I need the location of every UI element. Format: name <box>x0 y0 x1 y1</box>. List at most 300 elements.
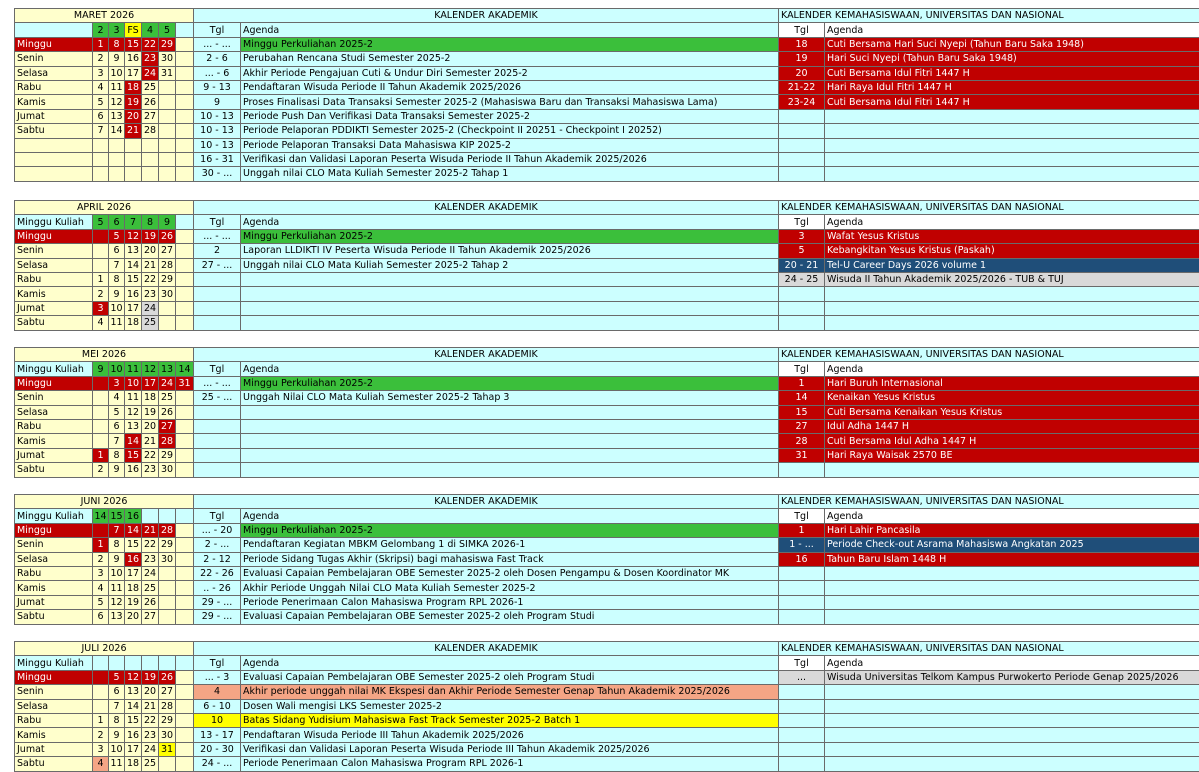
date-cell <box>159 316 176 330</box>
date-cell: 1 <box>93 37 109 51</box>
date-cell: 9 <box>109 52 125 66</box>
week-number-cell: 16 <box>125 509 142 523</box>
academic-agenda-row <box>194 391 779 405</box>
student-affairs-row <box>779 713 1199 727</box>
student-affairs-title: KALENDER KEMAHASISWAAN, UNIVERSITAS DAN NASIONAL <box>779 642 1199 656</box>
agenda-date: 10 - 13 <box>194 138 241 152</box>
date-cell: 7 <box>109 258 125 272</box>
date-cell: 25 <box>159 391 176 405</box>
date-cell: 31 <box>159 742 176 756</box>
date-cell: 22 <box>142 272 159 286</box>
agenda-text: Evaluasi Capaian Pembelajaran OBE Semester 2025-2 oleh Dosen Pengampu & Dosen Koordinator MK <box>241 566 779 580</box>
event-text: Cuti Bersama Idul Fitri 1447 H <box>825 66 1199 80</box>
agenda-text: Unggah nilai CLO Mata Kuliah Semester 2025-2 Tahap 2 <box>241 258 779 272</box>
event-text <box>825 109 1199 123</box>
day-row <box>15 685 194 699</box>
date-cell: 6 <box>109 244 125 258</box>
date-cell: 10 <box>110 67 123 79</box>
student-affairs-row <box>779 391 1199 405</box>
date-cell: 27 <box>142 610 159 624</box>
academic-agenda-row <box>194 37 779 51</box>
event-date <box>779 685 825 699</box>
academic-agenda-row <box>194 757 779 771</box>
date-cell: 30 <box>159 463 176 477</box>
event-text <box>825 152 1199 166</box>
week-number-cell <box>159 509 176 523</box>
agenda-column-header: Agenda <box>241 656 779 670</box>
date-cell: 28 <box>159 434 176 448</box>
student-affairs-row <box>779 66 1199 80</box>
academic-agenda-row <box>194 448 779 462</box>
agenda-text: Periode Sidang Tugas Akhir (Skripsi) bagi mahasiswa Fast Track <box>241 552 779 566</box>
event-date: 5 <box>779 244 825 258</box>
academic-agenda-row <box>194 66 779 80</box>
date-cell <box>93 405 109 419</box>
date-cell <box>109 138 125 152</box>
month-calendar <box>14 347 194 478</box>
academic-header-row <box>194 23 779 37</box>
day-label <box>15 152 93 166</box>
date-cell: 1 <box>93 448 109 462</box>
event-date <box>779 152 825 166</box>
date-cell <box>125 138 142 152</box>
day-row <box>15 52 194 66</box>
month-title-row <box>15 201 194 215</box>
day-row <box>15 463 194 477</box>
event-date <box>779 581 825 595</box>
student-affairs-header-row <box>779 509 1199 523</box>
week-number-cell: 15 <box>110 510 123 522</box>
day-row <box>15 566 194 580</box>
agenda-text: Periode Penerimaan Calon Mahasiswa Program RPL 2026-1 <box>241 595 779 609</box>
date-cell: 23 <box>142 728 159 742</box>
agenda-column-header: Agenda <box>825 509 1199 523</box>
date-cell <box>176 152 194 166</box>
date-cell: 24 <box>142 66 159 80</box>
academic-agenda-row <box>194 463 779 477</box>
student-affairs-row <box>779 463 1199 477</box>
date-cell: 25 <box>142 581 159 595</box>
date-cell: 28 <box>159 258 176 272</box>
date-cell <box>176 552 194 566</box>
date-cell: 14 <box>125 523 142 537</box>
agenda-text: Minggu Perkuliahan 2025-2 <box>241 523 779 537</box>
academic-calendar-table <box>193 494 779 625</box>
date-cell: 15 <box>125 272 142 286</box>
event-text <box>825 566 1199 580</box>
date-cell: 3 <box>109 376 125 390</box>
event-date <box>779 301 825 315</box>
date-cell: 26 <box>159 405 176 419</box>
agenda-text <box>241 463 779 477</box>
date-cell <box>93 229 109 243</box>
event-date <box>779 109 825 123</box>
date-cell <box>159 757 176 771</box>
academic-calendar-title: KALENDER AKADEMIK <box>194 201 779 215</box>
day-row <box>15 405 194 419</box>
event-date <box>779 316 825 330</box>
event-date: 1 <box>779 523 825 537</box>
week-row-label: Minggu Kuliah <box>15 509 93 523</box>
student-affairs-row <box>779 728 1199 742</box>
date-cell: 29 <box>159 713 176 727</box>
date-cell: 26 <box>159 670 176 684</box>
student-affairs-header-row <box>779 362 1199 376</box>
student-affairs-row <box>779 258 1199 272</box>
date-cell: 29 <box>159 448 176 462</box>
student-affairs-row <box>779 316 1199 330</box>
day-label: Sabtu <box>15 316 93 330</box>
academic-header-row <box>194 215 779 229</box>
date-cell <box>93 391 109 405</box>
date-cell: 21 <box>142 523 159 537</box>
date-cell <box>176 670 194 684</box>
date-cell <box>176 138 194 152</box>
event-date: 28 <box>779 434 825 448</box>
agenda-date: 10 - 13 <box>194 124 241 138</box>
week-number-cell: 5 <box>159 23 176 37</box>
week-number-cell: 4 <box>142 23 159 37</box>
date-cell: 28 <box>159 523 176 537</box>
student-affairs-row <box>779 37 1199 51</box>
student-affairs-calendar-table <box>778 200 1199 331</box>
day-label: Selasa <box>15 258 93 272</box>
student-affairs-title: KALENDER KEMAHASISWAAN, UNIVERSITAS DAN NASIONAL <box>779 201 1199 215</box>
week-number-cell <box>176 656 194 670</box>
date-column-header: Tgl <box>194 23 241 37</box>
academic-agenda-row <box>194 258 779 272</box>
academic-agenda-row <box>194 610 779 624</box>
date-cell: 30 <box>159 552 176 566</box>
academic-agenda-row <box>194 376 779 390</box>
day-row <box>15 523 194 537</box>
academic-agenda-row <box>194 434 779 448</box>
date-cell: 15 <box>125 713 142 727</box>
date-cell: 26 <box>142 595 159 609</box>
date-cell: 9 <box>109 552 125 566</box>
date-cell: 7 <box>93 124 109 138</box>
date-cell <box>159 167 176 181</box>
date-cell: 13 <box>125 244 142 258</box>
week-number-cell: 3 <box>109 23 125 37</box>
student-affairs-title: KALENDER KEMAHASISWAAN, UNIVERSITAS DAN NASIONAL <box>779 348 1199 362</box>
agenda-date: 29 - ... <box>194 595 241 609</box>
event-date <box>779 610 825 624</box>
student-affairs-row <box>779 109 1199 123</box>
date-cell <box>176 95 194 109</box>
agenda-date: 2 - 12 <box>194 552 241 566</box>
date-cell <box>159 109 176 123</box>
day-row <box>15 713 194 727</box>
date-cell: 26 <box>142 95 159 109</box>
agenda-date <box>194 419 241 433</box>
student-affairs-calendar-table <box>778 494 1199 625</box>
student-affairs-row <box>779 229 1199 243</box>
date-cell: 27 <box>159 685 176 699</box>
agenda-text: Minggu Perkuliahan 2025-2 <box>241 37 779 51</box>
event-text: Hari Suci Nyepi (Tahun Baru Saka 1948) <box>825 52 1199 66</box>
academic-agenda-row <box>194 566 779 580</box>
agenda-text: Periode Push Dan Verifikasi Data Transaksi Semester 2025-2 <box>241 109 779 123</box>
academic-agenda-row <box>194 742 779 756</box>
date-cell: 10 <box>125 376 142 390</box>
agenda-date: 2 - ... <box>194 538 241 552</box>
event-date: 24 - 25 <box>779 272 825 286</box>
event-date: 18 <box>779 37 825 51</box>
academic-agenda-row <box>194 552 779 566</box>
agenda-text: Evaluasi Capaian Pembelajaran OBE Semester 2025-2 oleh Program Studi <box>241 670 779 684</box>
agenda-column-header: Agenda <box>825 656 1199 670</box>
date-column-header: Tgl <box>779 362 825 376</box>
day-label: Jumat <box>15 595 93 609</box>
date-cell: 24 <box>142 742 159 756</box>
date-cell: 11 <box>110 317 123 329</box>
date-cell: 25 <box>142 757 159 771</box>
day-row <box>15 376 194 390</box>
day-label: Minggu <box>15 37 93 51</box>
agenda-text: Pendaftaran Wisuda Periode II Tahun Akademik 2025/2026 <box>241 80 779 94</box>
agenda-date <box>194 463 241 477</box>
date-cell <box>176 229 194 243</box>
day-label: Sabtu <box>15 463 93 477</box>
event-text <box>825 124 1199 138</box>
date-cell: 6 <box>93 610 109 624</box>
day-label: Jumat <box>15 448 93 462</box>
date-cell <box>176 37 194 51</box>
date-cell: 4 <box>93 757 109 771</box>
date-cell: 27 <box>159 419 176 433</box>
event-text <box>825 742 1199 756</box>
agenda-text <box>241 316 779 330</box>
event-date <box>779 595 825 609</box>
academic-calendar-title: KALENDER AKADEMIK <box>194 495 779 509</box>
date-cell: 17 <box>125 566 142 580</box>
event-text <box>825 581 1199 595</box>
day-row <box>15 66 194 80</box>
date-cell: 5 <box>93 595 109 609</box>
academic-agenda-row <box>194 699 779 713</box>
student-affairs-row <box>779 301 1199 315</box>
date-column-header: Tgl <box>194 215 241 229</box>
agenda-date <box>194 405 241 419</box>
date-cell <box>176 566 194 580</box>
date-cell: 23 <box>142 463 159 477</box>
event-text <box>825 463 1199 477</box>
agenda-column-header: Agenda <box>825 215 1199 229</box>
date-cell <box>176 728 194 742</box>
agenda-column-header: Agenda <box>825 23 1199 37</box>
day-label: Jumat <box>15 301 93 315</box>
day-row <box>15 728 194 742</box>
date-cell: 30 <box>159 52 176 66</box>
date-cell <box>109 167 125 181</box>
academic-agenda-row <box>194 523 779 537</box>
agenda-text: Akhir Periode Pengajuan Cuti & Undur Diri Semester 2025-2 <box>241 66 779 80</box>
event-text: Tel-U Career Days 2026 volume 1 <box>825 258 1199 272</box>
day-label <box>15 138 93 152</box>
date-cell: 27 <box>159 244 176 258</box>
date-cell: 29 <box>159 538 176 552</box>
agenda-text: Periode Pelaporan PDDIKTI Semester 2025-2 (Checkpoint II 20251 - Checkpoint I 20252) <box>241 124 779 138</box>
week-row-label <box>15 23 93 37</box>
event-date <box>779 124 825 138</box>
day-label: Sabtu <box>15 757 93 771</box>
academic-agenda-row <box>194 595 779 609</box>
agenda-column-header: Agenda <box>241 215 779 229</box>
date-cell: 15 <box>125 37 142 51</box>
date-cell: 20 <box>142 419 159 433</box>
event-text: Hari Lahir Pancasila <box>825 523 1199 537</box>
agenda-date: ... - 3 <box>194 670 241 684</box>
date-cell: 5 <box>109 405 125 419</box>
date-cell <box>142 152 159 166</box>
agenda-text: Proses Finalisasi Data Transaksi Semester 2025-2 (Mahasiswa Baru dan Transaksi Mahasiswa Lama) <box>241 95 779 109</box>
date-cell <box>176 301 194 315</box>
agenda-date: 29 - ... <box>194 610 241 624</box>
day-row <box>15 152 194 166</box>
date-cell <box>176 757 194 771</box>
day-label: Kamis <box>15 728 93 742</box>
day-label: Senin <box>15 391 93 405</box>
date-cell <box>176 52 194 66</box>
academic-agenda-row <box>194 316 779 330</box>
event-date: 3 <box>779 229 825 243</box>
date-cell <box>93 152 109 166</box>
date-column-header: Tgl <box>779 23 825 37</box>
date-cell: 5 <box>109 670 125 684</box>
day-label: Jumat <box>15 109 93 123</box>
agenda-date: 16 - 31 <box>194 152 241 166</box>
agenda-text <box>241 434 779 448</box>
day-label: Rabu <box>15 566 93 580</box>
date-cell: 2 <box>93 728 109 742</box>
event-text: Hari Raya Waisak 2570 BE <box>825 448 1199 462</box>
date-cell: 11 <box>110 82 123 94</box>
date-cell <box>125 167 142 181</box>
week-number-row <box>15 362 194 376</box>
student-affairs-row <box>779 523 1199 537</box>
date-cell: 22 <box>142 713 159 727</box>
agenda-date: 13 - 17 <box>194 728 241 742</box>
event-text: Cuti Bersama Kenaikan Yesus Kristus <box>825 405 1199 419</box>
academic-agenda-row <box>194 124 779 138</box>
day-row <box>15 301 194 315</box>
academic-agenda-row <box>194 670 779 684</box>
week-number-cell: 9 <box>93 362 109 376</box>
date-cell: 23 <box>142 52 159 66</box>
event-date <box>779 713 825 727</box>
agenda-date: .. - 26 <box>194 581 241 595</box>
student-affairs-row <box>779 272 1199 286</box>
date-cell <box>176 463 194 477</box>
agenda-date: 10 <box>194 713 241 727</box>
date-cell: 15 <box>125 538 142 552</box>
event-text: Periode Check-out Asrama Mahasiswa Angkatan 2025 <box>825 538 1199 552</box>
agenda-text: Akhir periode unggah nilai MK Ekspesi dan Akhir Periode Semester Genap Tahun Akademik 2025/2026 <box>241 685 779 699</box>
student-affairs-row <box>779 566 1199 580</box>
date-cell: 14 <box>110 125 123 137</box>
agenda-text: Unggah Nilai CLO Mata Kuliah Semester 2025-2 Tahap 3 <box>241 391 779 405</box>
day-row <box>15 37 194 51</box>
student-affairs-row <box>779 95 1199 109</box>
date-cell: 8 <box>109 37 125 51</box>
date-cell <box>176 66 194 80</box>
event-date <box>779 287 825 301</box>
agenda-text <box>241 287 779 301</box>
academic-title-row <box>194 348 779 362</box>
student-affairs-row <box>779 167 1199 181</box>
date-cell <box>176 610 194 624</box>
week-number-cell <box>93 656 109 670</box>
academic-agenda-row <box>194 138 779 152</box>
day-row <box>15 670 194 684</box>
month-title-row <box>15 9 194 23</box>
week-row-label: Minggu Kuliah <box>15 215 93 229</box>
academic-agenda-row <box>194 229 779 243</box>
date-cell <box>93 258 109 272</box>
date-cell <box>142 138 159 152</box>
student-affairs-header-row <box>779 215 1199 229</box>
academic-agenda-row <box>194 80 779 94</box>
date-cell <box>176 391 194 405</box>
event-text <box>825 713 1199 727</box>
academic-calendar-title: KALENDER AKADEMIK <box>194 642 779 656</box>
date-cell <box>159 152 176 166</box>
date-cell: 5 <box>93 95 109 109</box>
date-cell: 10 <box>110 568 123 580</box>
academic-agenda-row <box>194 301 779 315</box>
agenda-text <box>241 448 779 462</box>
event-text <box>825 167 1199 181</box>
student-affairs-header-row <box>779 23 1199 37</box>
agenda-text <box>241 419 779 433</box>
date-column-header: Tgl <box>194 656 241 670</box>
day-row <box>15 287 194 301</box>
day-row <box>15 610 194 624</box>
date-cell: 8 <box>109 538 125 552</box>
agenda-column-header: Agenda <box>825 362 1199 376</box>
date-column-header: Tgl <box>779 509 825 523</box>
agenda-text: Unggah nilai CLO Mata Kuliah Semester 2025-2 Tahap 1 <box>241 167 779 181</box>
agenda-date: ... - 6 <box>194 66 241 80</box>
academic-agenda-row <box>194 167 779 181</box>
date-cell: 18 <box>125 757 142 771</box>
date-cell: 10 <box>110 302 123 314</box>
date-cell: 14 <box>125 434 142 448</box>
date-cell: 13 <box>110 110 123 122</box>
date-cell <box>176 124 194 138</box>
student-affairs-row <box>779 742 1199 756</box>
date-cell: 8 <box>109 448 125 462</box>
day-row <box>15 419 194 433</box>
day-label: Selasa <box>15 66 93 80</box>
event-date: 27 <box>779 419 825 433</box>
date-cell: 17 <box>125 66 142 80</box>
student-affairs-row <box>779 699 1199 713</box>
date-cell: 22 <box>142 37 159 51</box>
date-cell: 9 <box>109 287 125 301</box>
date-cell: 13 <box>110 611 123 623</box>
event-text: Kebangkitan Yesus Kristus (Paskah) <box>825 244 1199 258</box>
student-affairs-row <box>779 52 1199 66</box>
event-date <box>779 728 825 742</box>
event-text: Kenaikan Yesus Kristus <box>825 391 1199 405</box>
month-title: MEI 2026 <box>15 348 194 362</box>
date-cell: 19 <box>125 95 142 109</box>
date-cell: 3 <box>93 566 109 580</box>
date-cell: 20 <box>125 610 142 624</box>
week-number-row <box>15 509 194 523</box>
